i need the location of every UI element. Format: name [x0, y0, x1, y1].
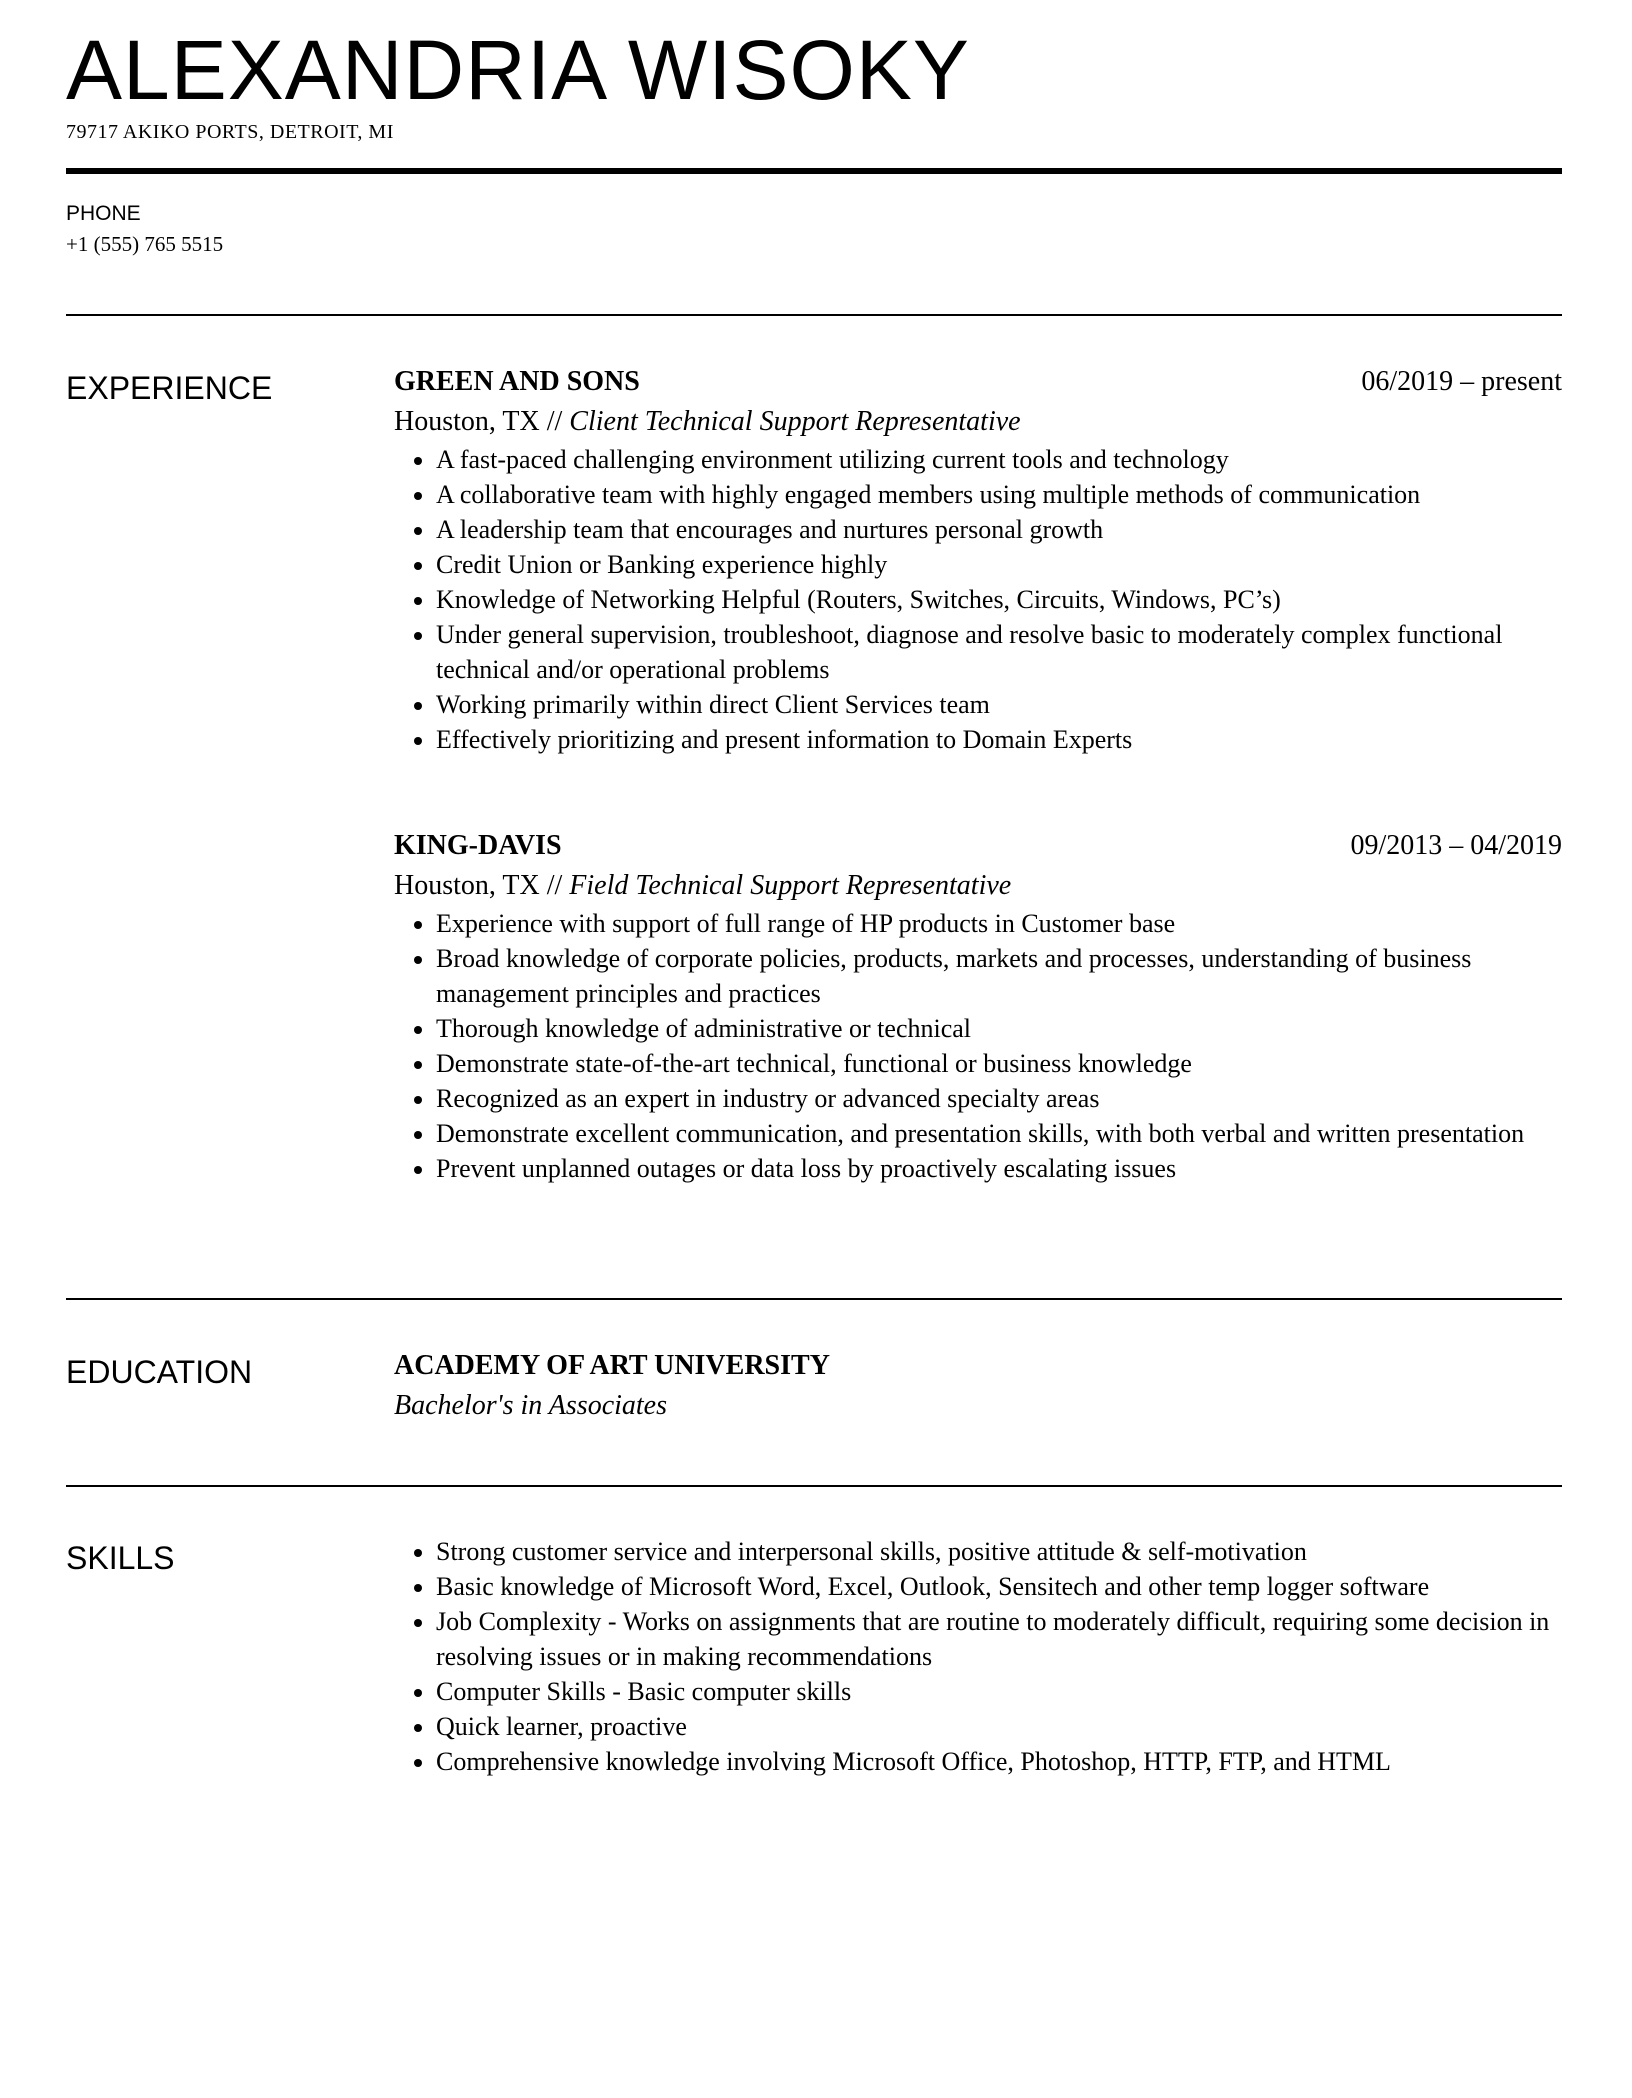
- list-item: • A leadership team that encourages and nurtures personal growth: [436, 512, 1562, 547]
- list-item: • Strong customer service and interpersonal skills, positive attitude & self-motivation: [436, 1534, 1562, 1569]
- list-item: • Credit Union or Banking experience highly: [436, 547, 1562, 582]
- list-item: • Prevent unplanned outages or data loss by proactively escalating issues: [436, 1151, 1562, 1186]
- job-bullet-list: [394, 906, 1562, 1186]
- job-separator: //: [539, 406, 570, 437]
- list-item: • Demonstrate state-of-the-art technical, functional or business knowledge: [436, 1046, 1562, 1081]
- job-employer: GREEN AND SONS: [394, 366, 640, 397]
- job-header: [394, 826, 1562, 866]
- job-subtitle: [394, 402, 1562, 442]
- list-item: • Job Complexity - Works on assignments that are routine to moderately difficult, requiring some decision in resolving issues or in making recommendations: [436, 1604, 1562, 1674]
- list-item: • Under general supervision, troubleshoot, diagnose and resolve basic to moderately complex functional technical and/or operational problems: [436, 617, 1562, 687]
- job-subtitle: [394, 866, 1562, 906]
- list-item: • Computer Skills - Basic computer skills: [436, 1674, 1562, 1709]
- list-item: • Broad knowledge of corporate policies, products, markets and processes, understanding of business management principles and practices: [436, 941, 1562, 1011]
- list-item: • Basic knowledge of Microsoft Word, Excel, Outlook, Sensitech and other temp logger software: [436, 1569, 1562, 1604]
- job-header: [394, 362, 1562, 402]
- job-entry: [394, 362, 1562, 757]
- skills-bullet-list: [394, 1534, 1562, 1779]
- list-item: • Comprehensive knowledge involving Microsoft Office, Photoshop, HTTP, FTP, and HTML: [436, 1744, 1562, 1779]
- candidate-address: 79717 AKIKO PORTS, DETROIT, MI: [66, 121, 394, 143]
- phone-label: PHONE: [66, 202, 141, 225]
- education-school: ACADEMY OF ART UNIVERSITY: [394, 1350, 830, 1381]
- job-location: Houston, TX: [394, 406, 540, 437]
- section-divider: [66, 1298, 1562, 1300]
- education-entry: [394, 1346, 1562, 1426]
- job-location: Houston, TX: [394, 870, 540, 901]
- job-role: Field Technical Support Representative: [569, 870, 1012, 901]
- job-entry: [394, 826, 1562, 1186]
- list-item: • Thorough knowledge of administrative or technical: [436, 1011, 1562, 1046]
- job-employer: KING-DAVIS: [394, 830, 562, 861]
- skills-section-title: SKILLS: [66, 1540, 175, 1576]
- job-bullet-list: [394, 442, 1562, 757]
- list-item: • Knowledge of Networking Helpful (Routers, Switches, Circuits, Windows, PC’s): [436, 582, 1562, 617]
- job-dates: 06/2019 – present: [1361, 366, 1562, 397]
- job-separator: //: [539, 870, 570, 901]
- section-divider: [66, 314, 1562, 316]
- candidate-name: ALEXANDRIA WISOKY: [66, 23, 970, 117]
- job-dates: 09/2013 – 04/2019: [1350, 830, 1562, 861]
- section-divider: [66, 1485, 1562, 1487]
- list-item: • A fast-paced challenging environment utilizing current tools and technology: [436, 442, 1562, 477]
- list-item: • Recognized as an expert in industry or advanced specialty areas: [436, 1081, 1562, 1116]
- skills-entry: [394, 1534, 1562, 1779]
- header-divider: [66, 168, 1562, 174]
- list-item: • Demonstrate excellent communication, and presentation skills, with both verbal and written presentation: [436, 1116, 1562, 1151]
- list-item: • A collaborative team with highly engaged members using multiple methods of communication: [436, 477, 1562, 512]
- experience-section-title: EXPERIENCE: [66, 370, 273, 406]
- education-section-title: EDUCATION: [66, 1354, 253, 1390]
- list-item: • Quick learner, proactive: [436, 1709, 1562, 1744]
- education-degree: Bachelor's in Associates: [394, 1390, 667, 1421]
- phone-value: +1 (555) 765 5515: [66, 232, 224, 256]
- list-item: • Working primarily within direct Client Services team: [436, 687, 1562, 722]
- list-item: • Experience with support of full range of HP products in Customer base: [436, 906, 1562, 941]
- job-role: Client Technical Support Representative: [569, 406, 1021, 437]
- list-item: • Effectively prioritizing and present information to Domain Experts: [436, 722, 1562, 757]
